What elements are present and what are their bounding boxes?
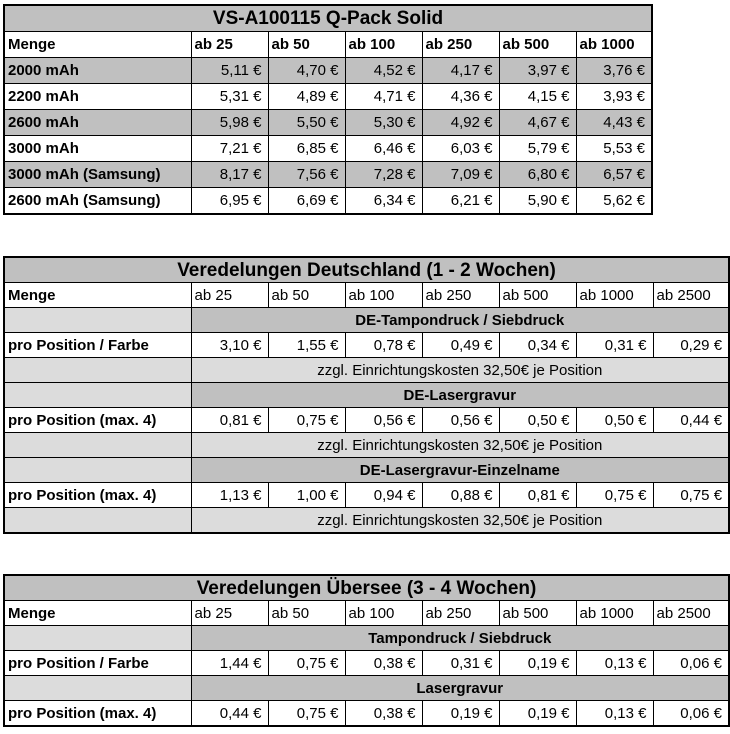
- price-cell: 0,19 €: [499, 651, 576, 676]
- price-cell: 0,06 €: [653, 701, 729, 727]
- table-row: [4, 162, 652, 188]
- price-cell: 7,56 €: [268, 162, 345, 188]
- section-title: DE-Lasergravur: [191, 383, 729, 408]
- table-row: [4, 58, 652, 84]
- price-cell: 6,80 €: [499, 162, 576, 188]
- price-cell: 0,49 €: [422, 333, 499, 358]
- price-cell: 7,21 €: [191, 136, 268, 162]
- price-cell: 0,19 €: [422, 701, 499, 727]
- header-cell: ab 1000: [576, 283, 653, 308]
- price-cell: 6,69 €: [268, 188, 345, 215]
- price-cell: 4,92 €: [422, 110, 499, 136]
- price-cell: 3,97 €: [499, 58, 576, 84]
- row-label: pro Position (max. 4): [4, 483, 191, 508]
- price-cell: 5,53 €: [576, 136, 652, 162]
- header-cell: Menge: [4, 601, 191, 626]
- price-cell: 0,06 €: [653, 651, 729, 676]
- row-label: 3000 mAh (Samsung): [4, 162, 191, 188]
- price-cell: 5,50 €: [268, 110, 345, 136]
- header-cell: ab 100: [345, 601, 422, 626]
- price-cell: 5,79 €: [499, 136, 576, 162]
- price-cell: 4,71 €: [345, 84, 422, 110]
- price-cell: 1,44 €: [191, 651, 268, 676]
- blank-cell: [4, 433, 191, 458]
- price-cell: 0,38 €: [345, 701, 422, 727]
- table-row: [4, 333, 729, 358]
- price-cell: 0,78 €: [345, 333, 422, 358]
- row-label: 3000 mAh: [4, 136, 191, 162]
- row-label: 2600 mAh (Samsung): [4, 188, 191, 215]
- header-cell: ab 50: [268, 283, 345, 308]
- price-cell: 5,90 €: [499, 188, 576, 215]
- table-row: [4, 483, 729, 508]
- price-cell: 0,31 €: [576, 333, 653, 358]
- section-header-row: [4, 458, 729, 483]
- price-cell: 0,31 €: [422, 651, 499, 676]
- setup-cost-note: zzgl. Einrichtungskosten 32,50€ je Position: [191, 433, 729, 458]
- table-row: [4, 188, 652, 215]
- price-cell: 1,13 €: [191, 483, 268, 508]
- de-table-header-row: [4, 283, 729, 308]
- header-cell: ab 2500: [653, 283, 729, 308]
- header-cell: ab 50: [268, 32, 345, 58]
- table-row: [4, 84, 652, 110]
- row-label: pro Position / Farbe: [4, 651, 191, 676]
- section-header-row: [4, 676, 729, 701]
- de-table-title: Veredelungen Deutschland (1 - 2 Wochen): [4, 257, 729, 283]
- blank-cell: [4, 308, 191, 333]
- blank-cell: [4, 358, 191, 383]
- header-cell: ab 250: [422, 601, 499, 626]
- price-cell: 4,89 €: [268, 84, 345, 110]
- price-cell: 0,94 €: [345, 483, 422, 508]
- note-row: [4, 358, 729, 383]
- price-cell: 7,09 €: [422, 162, 499, 188]
- blank-cell: [4, 508, 191, 534]
- price-cell: 4,17 €: [422, 58, 499, 84]
- price-cell: 0,75 €: [268, 701, 345, 727]
- header-cell: ab 250: [422, 283, 499, 308]
- price-cell: 5,11 €: [191, 58, 268, 84]
- price-cell: 0,56 €: [345, 408, 422, 433]
- row-label: pro Position (max. 4): [4, 408, 191, 433]
- section-header-row: [4, 626, 729, 651]
- section-title: DE-Lasergravur-Einzelname: [191, 458, 729, 483]
- section-title: Tampondruck / Siebdruck: [191, 626, 729, 651]
- price-cell: 5,62 €: [576, 188, 652, 215]
- header-cell: ab 100: [345, 283, 422, 308]
- blank-cell: [4, 676, 191, 701]
- price-cell: 1,00 €: [268, 483, 345, 508]
- setup-cost-note: zzgl. Einrichtungskosten 32,50€ je Position: [191, 508, 729, 534]
- price-cell: 6,95 €: [191, 188, 268, 215]
- price-cell: 0,44 €: [191, 701, 268, 727]
- header-cell: ab 25: [191, 283, 268, 308]
- row-label: pro Position (max. 4): [4, 701, 191, 727]
- price-cell: 3,10 €: [191, 333, 268, 358]
- overseas-finishing-table: [3, 574, 730, 727]
- header-cell: ab 2500: [653, 601, 729, 626]
- price-cell: 0,19 €: [499, 701, 576, 727]
- price-cell: 4,70 €: [268, 58, 345, 84]
- price-cell: 3,76 €: [576, 58, 652, 84]
- price-cell: 3,93 €: [576, 84, 652, 110]
- price-cell: 6,03 €: [422, 136, 499, 162]
- row-label: 2200 mAh: [4, 84, 191, 110]
- section-title: DE-Tampondruck / Siebdruck: [191, 308, 729, 333]
- price-cell: 0,13 €: [576, 701, 653, 727]
- price-cell: 0,56 €: [422, 408, 499, 433]
- section-header-row: [4, 308, 729, 333]
- header-cell: ab 1000: [576, 601, 653, 626]
- price-cell: 4,15 €: [499, 84, 576, 110]
- blank-cell: [4, 458, 191, 483]
- product-table-title: VS-A100115 Q-Pack Solid: [4, 5, 652, 32]
- header-cell: ab 25: [191, 601, 268, 626]
- price-cell: 0,50 €: [576, 408, 653, 433]
- table-row: [4, 408, 729, 433]
- price-cell: 5,31 €: [191, 84, 268, 110]
- price-cell: 6,34 €: [345, 188, 422, 215]
- product-price-table: [3, 4, 653, 215]
- header-cell: ab 50: [268, 601, 345, 626]
- row-label: 2000 mAh: [4, 58, 191, 84]
- price-cell: 0,75 €: [268, 651, 345, 676]
- price-cell: 0,34 €: [499, 333, 576, 358]
- product-table-header-row: [4, 32, 652, 58]
- price-cell: 4,36 €: [422, 84, 499, 110]
- price-cell: 8,17 €: [191, 162, 268, 188]
- header-cell: ab 500: [499, 601, 576, 626]
- table-row: [4, 651, 729, 676]
- price-cell: 6,85 €: [268, 136, 345, 162]
- price-cell: 4,67 €: [499, 110, 576, 136]
- price-cell: 0,75 €: [268, 408, 345, 433]
- price-cell: 6,57 €: [576, 162, 652, 188]
- price-cell: 0,75 €: [576, 483, 653, 508]
- price-cell: 1,55 €: [268, 333, 345, 358]
- price-cell: 0,50 €: [499, 408, 576, 433]
- header-cell: Menge: [4, 32, 191, 58]
- section-title: Lasergravur: [191, 676, 729, 701]
- price-cell: 7,28 €: [345, 162, 422, 188]
- table-row: [4, 110, 652, 136]
- row-label: pro Position / Farbe: [4, 333, 191, 358]
- blank-cell: [4, 383, 191, 408]
- table-row: [4, 136, 652, 162]
- price-cell: 0,75 €: [653, 483, 729, 508]
- de-finishing-table: [3, 256, 730, 534]
- section-header-row: [4, 383, 729, 408]
- overseas-table-header-row: [4, 601, 729, 626]
- price-cell: 6,21 €: [422, 188, 499, 215]
- note-row: [4, 433, 729, 458]
- header-cell: Menge: [4, 283, 191, 308]
- note-row: [4, 508, 729, 534]
- setup-cost-note: zzgl. Einrichtungskosten 32,50€ je Position: [191, 358, 729, 383]
- header-cell: ab 1000: [576, 32, 652, 58]
- price-cell: 4,52 €: [345, 58, 422, 84]
- price-cell: 0,38 €: [345, 651, 422, 676]
- price-cell: 0,44 €: [653, 408, 729, 433]
- price-cell: 5,98 €: [191, 110, 268, 136]
- header-cell: ab 100: [345, 32, 422, 58]
- price-cell: 0,29 €: [653, 333, 729, 358]
- price-cell: 5,30 €: [345, 110, 422, 136]
- header-cell: ab 500: [499, 283, 576, 308]
- blank-cell: [4, 626, 191, 651]
- table-row: [4, 701, 729, 727]
- price-cell: 0,13 €: [576, 651, 653, 676]
- row-label: 2600 mAh: [4, 110, 191, 136]
- header-cell: ab 250: [422, 32, 499, 58]
- price-cell: 0,81 €: [499, 483, 576, 508]
- price-cell: 4,43 €: [576, 110, 652, 136]
- price-cell: 0,88 €: [422, 483, 499, 508]
- header-cell: ab 25: [191, 32, 268, 58]
- price-cell: 0,81 €: [191, 408, 268, 433]
- header-cell: ab 500: [499, 32, 576, 58]
- overseas-table-title: Veredelungen Übersee (3 - 4 Wochen): [4, 575, 729, 601]
- price-cell: 6,46 €: [345, 136, 422, 162]
